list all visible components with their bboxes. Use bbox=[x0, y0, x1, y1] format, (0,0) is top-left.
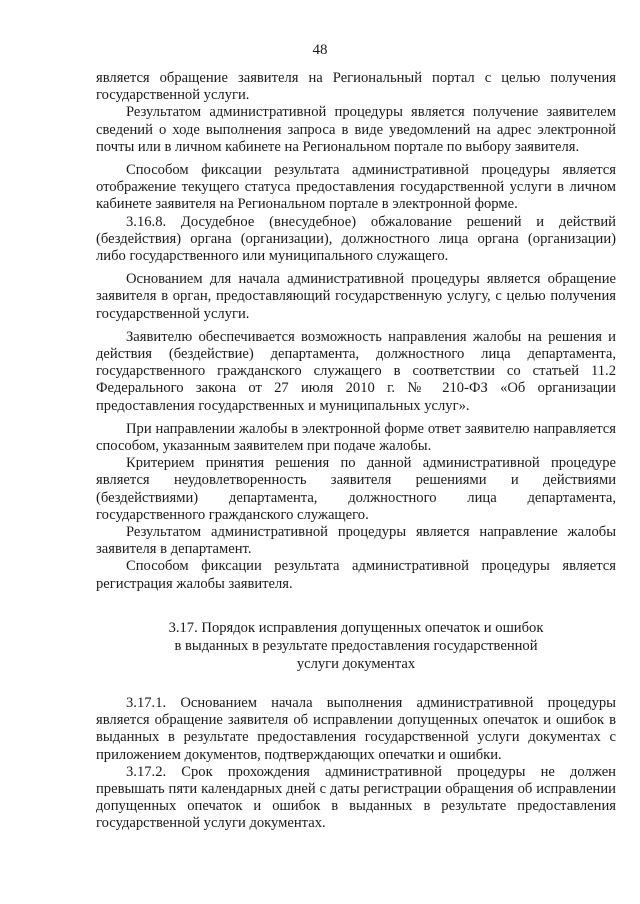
page-number: 48 bbox=[312, 42, 328, 58]
section-heading-line: услуги документах bbox=[296, 655, 416, 672]
paragraph: 3.16.8. Досудебное (внесудебное) обжалование решений и действий (бездействия) органа (организации), должностного лица органа (организации) либо государственного или муниципального служащего. bbox=[96, 213, 616, 265]
paragraph: является обращение заявителя на Региональный портал с целью получения государственной услуги. bbox=[96, 70, 616, 104]
section-heading-line: 3.17. Порядок исправления допущенных опечаток и ошибок bbox=[168, 619, 544, 636]
paragraph: Критерием принятия решения по данной административной процедуре является неудовлетворенность заявителя решениями и действиями (бездействиями) департамента, должностного лица департамента, государственного гражданского служащего. bbox=[96, 455, 616, 523]
paragraph: При направлении жалобы в электронной форме ответ заявителю направляется способом, указанным заявителем при подаче жалобы. bbox=[96, 420, 616, 455]
paragraph: Способом фиксации результата административной процедуры является отображение текущего статуса предоставления государственной услуги в личном кабинете заявителя на Региональном портале в электронной форме. bbox=[96, 162, 616, 213]
paragraph: Результатом административной процедуры является получение заявителем сведений о ходе выполнения запроса в виде уведомлений на адрес электронной почты или в личном кабинете на Региональном портале по выбору заявителя. bbox=[96, 104, 616, 155]
section-heading-line: в выданных в результате предоставления государственной bbox=[174, 637, 538, 654]
paragraph: 3.17.1. Основанием начала выполнения административной процедуры является обращение заявителя об исправлении допущенных опечаток и ошибок в выданных в результате предоставления государственной услуги документах с приложением документов, подтверждающих опечатки и ошибки. bbox=[96, 694, 616, 763]
paragraph: Способом фиксации результата административной процедуры является регистрация жалобы заявителя. bbox=[96, 558, 616, 592]
paragraph: Результатом административной процедуры является направление жалобы заявителя в департамент. bbox=[96, 524, 616, 558]
paragraph: Основанием для начала административной процедуры является обращение заявителя в орган, предоставляющий государственную услугу, с целью получения государственной услуги. bbox=[96, 271, 616, 322]
paragraph: Заявителю обеспечивается возможность направления жалобы на решения и действия (бездействие) департамента, должностного лица департамента, государственного гражданского служащего в соответствии со статьей 11.2 Федерального закона от 27 июля 2010 г. № 210-ФЗ «Об организации предоставления государственных и муниципальных услуг». bbox=[96, 328, 616, 414]
document-body bbox=[96, 70, 616, 833]
paragraph: 3.17.2. Срок прохождения административной процедуры не должен превышать пяти календарных дней с даты регистрации обращения об исправлении допущенных опечаток и ошибок в выданных в результате предоставления государственной услуги документах. bbox=[96, 763, 616, 832]
section-heading bbox=[96, 619, 616, 673]
